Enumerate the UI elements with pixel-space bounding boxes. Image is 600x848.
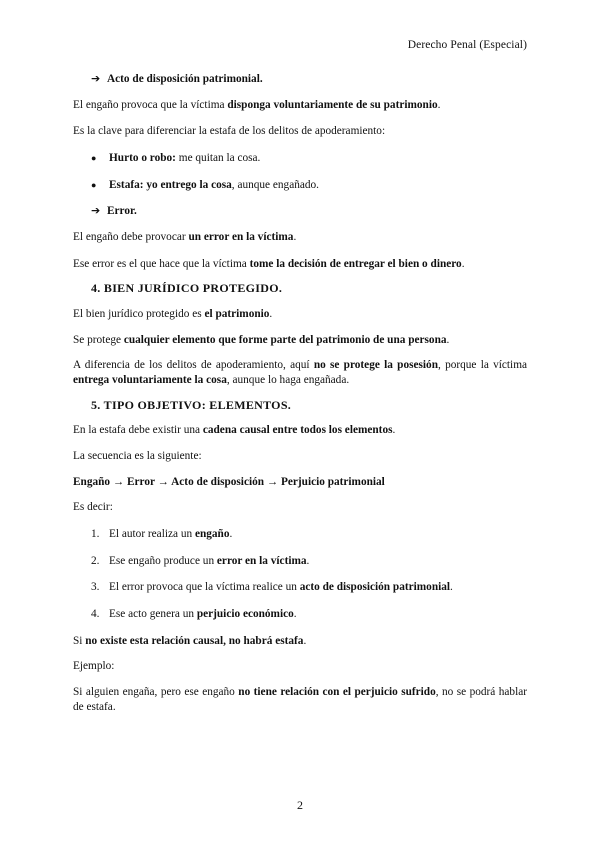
paragraph: En la estafa debe existir una cadena causal entre todos los elementos. (73, 424, 396, 437)
paragraph: El bien jurídico protegido es el patrimonio. (73, 307, 273, 320)
arrow-right-icon: ➔ (91, 204, 101, 218)
section-heading-4: 4. BIEN JURÍDICO PROTEGIDO. (91, 281, 283, 296)
paragraph: El engaño provoca que la víctima disponga voluntariamente de su patrimonio. (73, 98, 441, 111)
numbered-item: 3. El error provoca que la víctima realice un acto de disposición patrimonial. (91, 581, 453, 594)
page-number: 2 (297, 798, 303, 812)
numbered-item: 2. Ese engaño produce un error en la víctima. (91, 554, 310, 567)
page-header: Derecho Penal (Especial) (407, 39, 527, 51)
heading-error: ➔ Error. (91, 204, 137, 218)
paragraph: Ejemplo: (73, 660, 115, 673)
paragraph: Ese error es el que hace que la víctima tome la decisión de entregar el bien o dinero. (73, 257, 465, 270)
numbered-item: 1. El autor realiza un engaño. (91, 527, 233, 540)
document-body (73, 72, 527, 714)
paragraph: A diferencia de los delitos de apoderamiento, aquí no se protege la posesión, porque la víctima entrega voluntariamente la cosa, aunque lo haga engañada. (73, 359, 527, 386)
paragraph: El engaño debe provocar un error en la víctima. (73, 231, 297, 244)
paragraph: Si alguien engaña, pero ese engaño no tiene relación con el perjuicio sufrido, no se podrá hablar de estafa. (73, 685, 527, 713)
paragraph: Si no existe esta relación causal, no habrá estafa. (73, 634, 307, 647)
paragraph: La secuencia es la siguiente: (73, 449, 202, 462)
paragraph: Se protege cualquier elemento que forme parte del patrimonio de una persona. (73, 333, 450, 346)
bullet-icon: ● (91, 153, 97, 164)
bullet-item: ● Hurto o robo: me quitan la cosa. (91, 152, 261, 165)
arrow-right-icon: ➔ (91, 72, 101, 85)
section-heading-5: 5. TIPO OBJETIVO: ELEMENTOS. (91, 397, 292, 412)
bullet-icon: ● (91, 179, 97, 190)
heading-acto-disposicion: ➔ Acto de disposición patrimonial. (91, 72, 263, 85)
bullet-item: ● Estafa: yo entrego la cosa, aunque engañado. (91, 178, 320, 191)
paragraph: Es decir: (73, 501, 113, 514)
sequence-line: Engaño → Error → Acto de disposición → Perjuicio patrimonial (73, 475, 385, 488)
paragraph: Es la clave para diferenciar la estafa de los delitos de apoderamiento: (73, 125, 386, 138)
numbered-item: 4. Ese acto genera un perjuicio económico. (91, 607, 297, 620)
